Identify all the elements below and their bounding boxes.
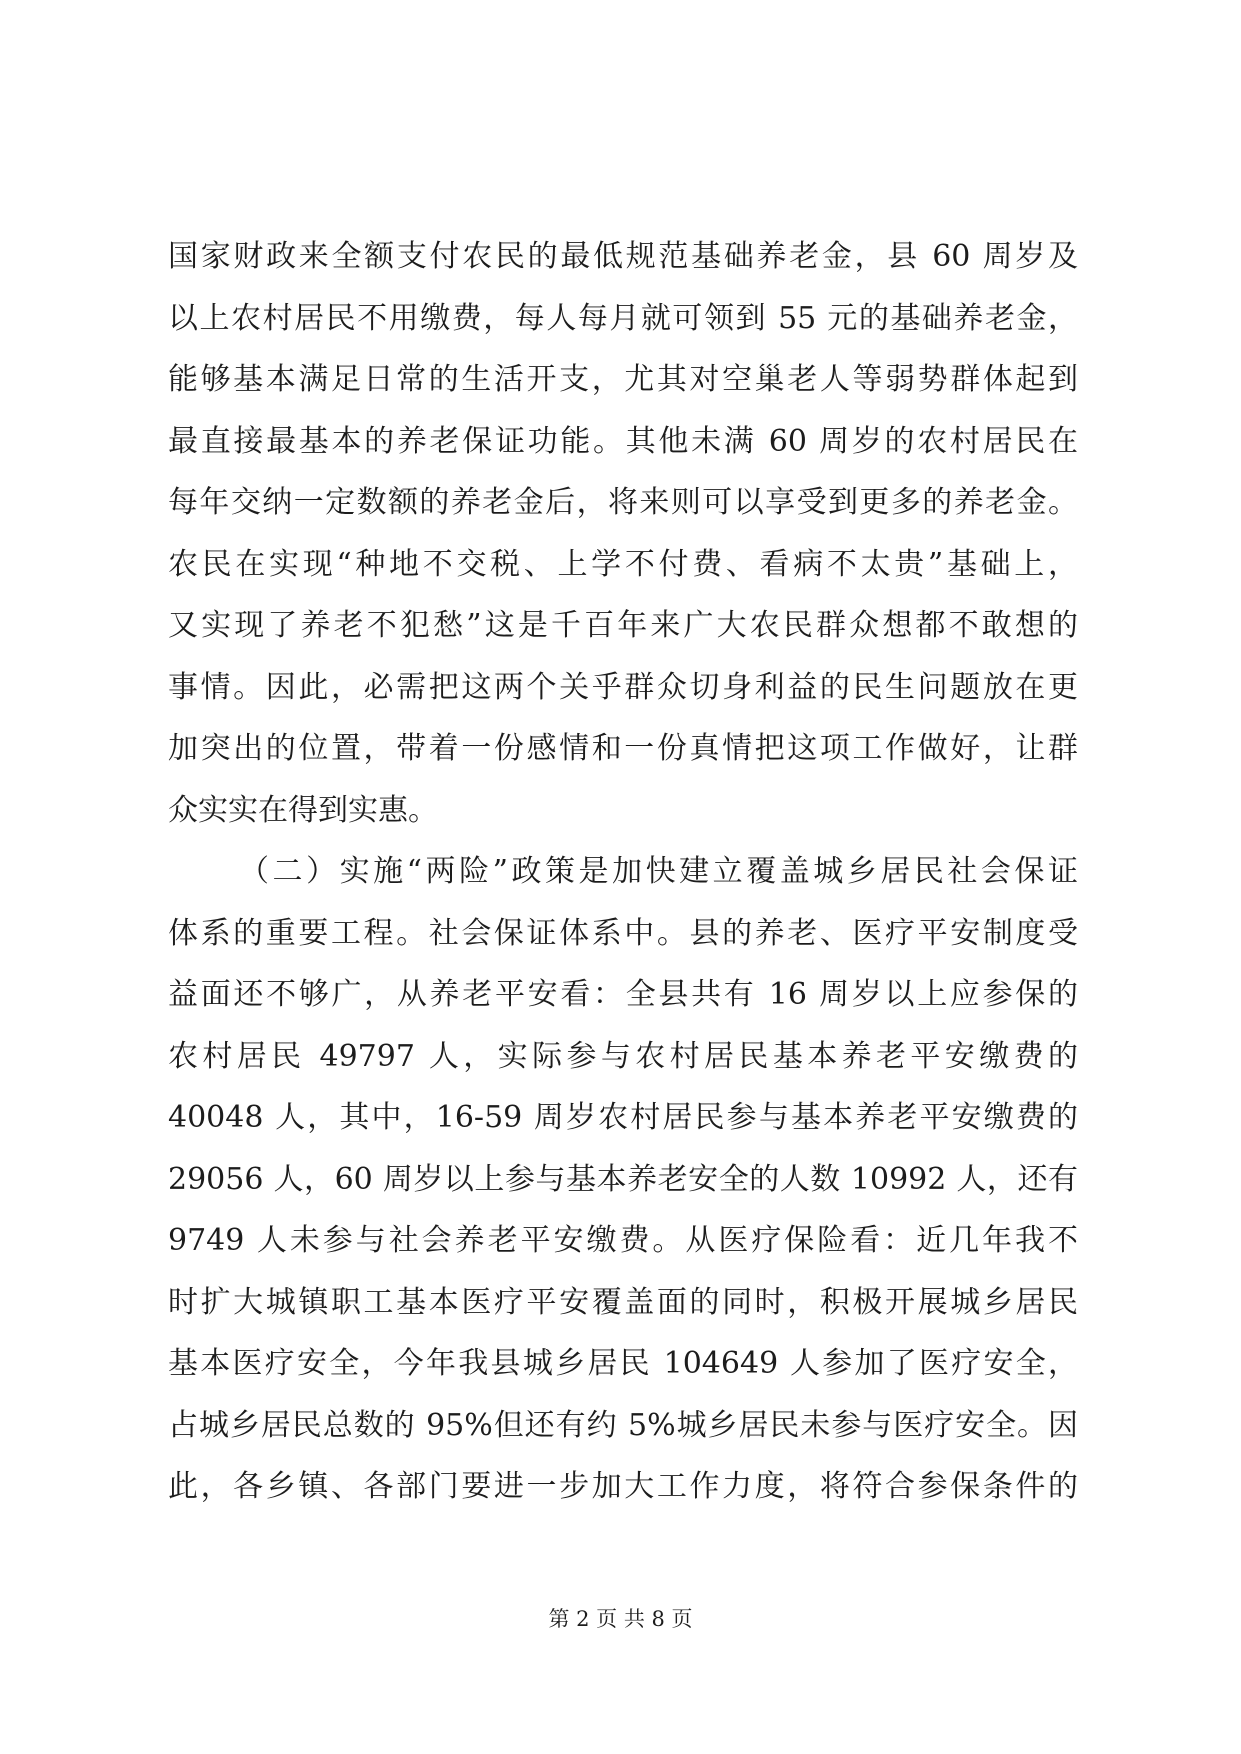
paragraph-line: 此，各乡镇、各部门要进一步加大工作力度，将符合参保条件的 [168,1469,1078,1504]
paragraph-line: 众实实在得到实惠。 [168,792,438,828]
paragraph-line: 加突出的位置，带着一份感情和一份真情把这项工作做好，让群 [168,731,1078,766]
paragraph-line: （二）实施“两险”政策是加快建立覆盖城乡居民社会保证 [239,854,1078,889]
paragraph-line: 29056 人，60 周岁以上参与基本养老安全的人数 10992 人，还有 [168,1161,1078,1197]
paragraph-line: 占城乡居民总数的 95%但还有约 5%城乡居民未参与医疗安全。因 [168,1407,1078,1443]
paragraph-line: 能够基本满足日常的生活开支，尤其对空巢老人等弱势群体起到 [168,362,1078,397]
paragraph-line: 国家财政来全额支付农民的最低规范基础养老金，县 60 周岁及 [168,239,1078,274]
paragraph-line: 基本医疗安全，今年我县城乡居民 104649 人参加了医疗安全， [168,1346,1078,1381]
paragraph-2 [168,841,1078,1518]
paragraph-line: 时扩大城镇职工基本医疗平安覆盖面的同时，积极开展城乡居民 [168,1284,1078,1320]
document-body [168,226,1078,1518]
paragraph-line: 9749 人未参与社会养老平安缴费。从医疗保险看：近几年我不 [168,1223,1078,1258]
paragraph-line: 事情。因此，必需把这两个关乎群众切身利益的民生问题放在更 [168,669,1078,705]
paragraph-line: 益面还不够广，从养老平安看：全县共有 16 周岁以上应参保的 [168,977,1078,1012]
paragraph-line: 体系的重要工程。社会保证体系中。县的养老、医疗平安制度受 [168,915,1078,951]
paragraph-1 [168,226,1078,841]
paragraph-line: 40048 人，其中，16-59 周岁农村居民参与基本养老平安缴费的 [168,1100,1078,1135]
paragraph-line: 最直接最基本的养老保证功能。其他未满 60 周岁的农村居民在 [168,423,1078,459]
paragraph-line: 农民在实现“种地不交税、上学不付费、看病不太贵”基础上， [168,546,1078,582]
paragraph-line: 农村居民 49797 人，实际参与农村居民基本养老平安缴费的 [168,1038,1078,1074]
paragraph-line: 每年交纳一定数额的养老金后，将来则可以享受到更多的养老金。 [168,485,1078,520]
page-number-footer: 第 2 页 共 8 页 [548,1607,693,1631]
paragraph-line: 又实现了养老不犯愁”这是千百年来广大农民群众想都不敢想的 [168,608,1078,643]
paragraph-line: 以上农村居民不用缴费，每人每月就可领到 55 元的基础养老金， [168,300,1078,336]
